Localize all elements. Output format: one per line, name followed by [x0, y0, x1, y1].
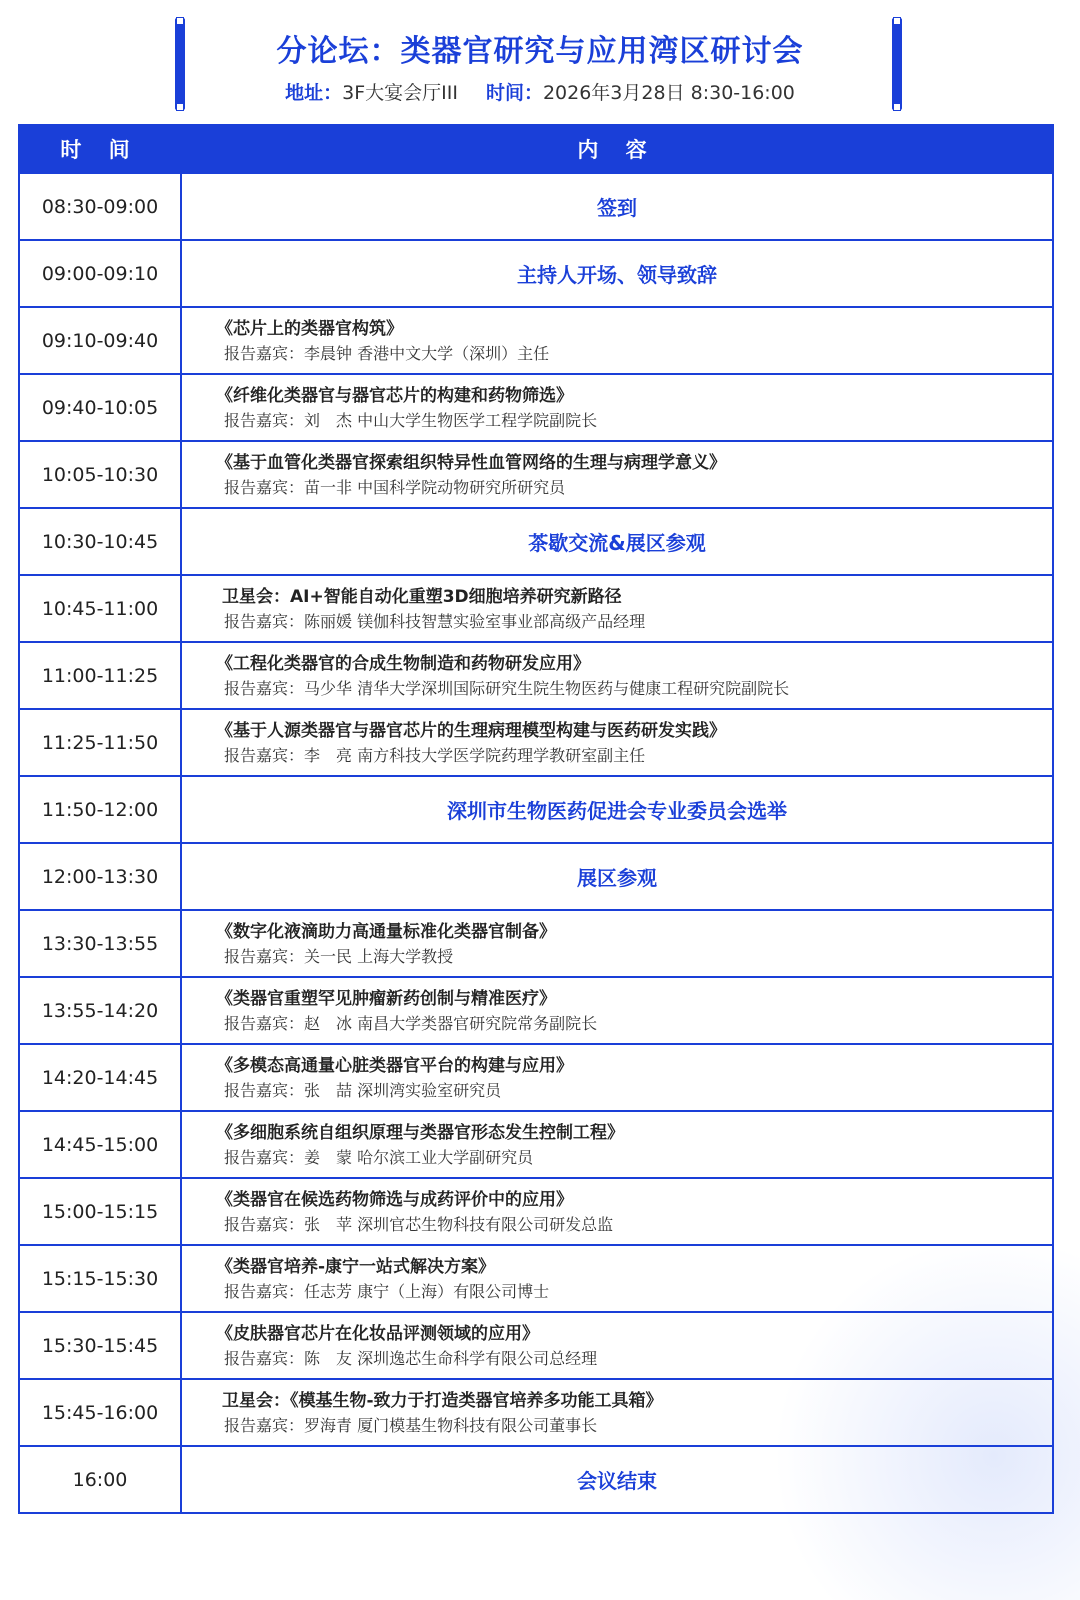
speaker-info: 报告嘉宾：陈丽媛 镁伽科技智慧实验室事业部高级产品经理 — [224, 611, 646, 631]
table-row — [19, 709, 1053, 776]
speaker-info: 报告嘉宾：张 苹 深圳官芯生物科技有限公司研发总监 — [224, 1214, 614, 1234]
content-cell — [181, 1111, 1053, 1178]
table-row — [19, 441, 1053, 508]
column-header-time: 时 间 — [19, 125, 181, 173]
time-cell: 08:30-09:00 — [19, 173, 181, 240]
talk-title: 《类器官在候选药物筛选与成药评价中的应用》 — [216, 1189, 573, 1210]
talk-title: 卫星会：AI+智能自动化重塑3D细胞培养研究新路径 — [222, 586, 622, 607]
content-cell — [181, 1044, 1053, 1111]
content-cell — [181, 374, 1053, 441]
talk-title: 《类器官重塑罕见肿瘤新药创制与精准医疗》 — [216, 988, 556, 1009]
content-cell — [181, 1379, 1053, 1446]
column-header-content: 内 容 — [181, 125, 1053, 173]
table-row — [19, 1379, 1053, 1446]
talk-title: 《数字化液滴助力高通量标准化类器官制备》 — [216, 921, 556, 942]
venue-line — [0, 78, 1080, 105]
time-cell: 11:50-12:00 — [19, 776, 181, 843]
content-cell — [181, 977, 1053, 1044]
time-cell: 09:10-09:40 — [19, 307, 181, 374]
content-cell — [181, 776, 1053, 843]
talk-title: 《工程化类器官的合成生物制造和药物研发应用》 — [216, 653, 590, 674]
content-cell — [181, 307, 1053, 374]
page-title: 分论坛：类器官研究与应用湾区研讨会 — [276, 34, 804, 69]
time-cell: 14:20-14:45 — [19, 1044, 181, 1111]
speaker-info: 报告嘉宾：李晨钟 香港中文大学（深圳）主任 — [224, 343, 550, 363]
table-header-row — [19, 125, 1053, 173]
content-cell — [181, 1245, 1053, 1312]
content-cell — [181, 240, 1053, 307]
time-cell: 15:15-15:30 — [19, 1245, 181, 1312]
session-label: 茶歇交流&展区参观 — [528, 531, 706, 555]
address-label: 地址： — [285, 82, 343, 104]
content-cell — [181, 1446, 1053, 1513]
talk-title: 《基于人源类器官与器官芯片的生理病理模型构建与医药研发实践》 — [216, 720, 726, 741]
session-label: 签到 — [597, 196, 637, 220]
talk-title: 《多细胞系统自组织原理与类器官形态发生控制工程》 — [216, 1122, 624, 1143]
table-row — [19, 508, 1053, 575]
time-cell: 14:45-15:00 — [19, 1111, 181, 1178]
content-cell — [181, 843, 1053, 910]
speaker-info: 报告嘉宾：罗海青 厦门模基生物科技有限公司董事长 — [224, 1415, 598, 1435]
time-cell: 10:30-10:45 — [19, 508, 181, 575]
time-value: 2026年3月28日 8:30-16:00 — [542, 82, 795, 104]
content-cell — [181, 508, 1053, 575]
table-row — [19, 1044, 1053, 1111]
time-cell: 13:30-13:55 — [19, 910, 181, 977]
talk-title: 卫星会：《模基生物-致力于打造类器官培养多功能工具箱》 — [222, 1390, 663, 1411]
table-row — [19, 307, 1053, 374]
talk-title: 《多模态高通量心脏类器官平台的构建与应用》 — [216, 1055, 573, 1076]
time-label: 时间： — [485, 82, 543, 104]
table-row — [19, 1312, 1053, 1379]
table-row — [19, 910, 1053, 977]
time-cell: 16:00 — [19, 1446, 181, 1513]
table-row — [19, 374, 1053, 441]
talk-title: 《芯片上的类器官构筑》 — [216, 318, 403, 339]
speaker-info: 报告嘉宾：陈 友 深圳逸芯生命科学有限公司总经理 — [224, 1348, 598, 1368]
time-cell: 12:00-13:30 — [19, 843, 181, 910]
session-label: 展区参观 — [577, 866, 657, 890]
time-cell: 13:55-14:20 — [19, 977, 181, 1044]
talk-title: 《纤维化类器官与器官芯片的构建和药物筛选》 — [216, 385, 573, 406]
speaker-info: 报告嘉宾：张 喆 深圳湾实验室研究员 — [224, 1080, 502, 1100]
content-cell — [181, 1178, 1053, 1245]
speaker-info: 报告嘉宾：李 亮 南方科技大学医学院药理学教研室副主任 — [224, 745, 646, 765]
time-cell: 15:30-15:45 — [19, 1312, 181, 1379]
session-label: 深圳市生物医药促进会专业委员会选举 — [447, 799, 787, 823]
content-cell — [181, 1312, 1053, 1379]
time-cell: 11:00-11:25 — [19, 642, 181, 709]
content-cell — [181, 709, 1053, 776]
table-row — [19, 1446, 1053, 1513]
content-cell — [181, 642, 1053, 709]
session-label: 会议结束 — [577, 1469, 657, 1493]
table-row — [19, 173, 1053, 240]
talk-title: 《类器官培养-康宁一站式解决方案》 — [216, 1256, 496, 1277]
content-cell — [181, 441, 1053, 508]
content-cell — [181, 575, 1053, 642]
session-label: 主持人开场、领导致辞 — [517, 263, 717, 287]
table-row — [19, 642, 1053, 709]
talk-title: 《皮肤器官芯片在化妆品评测领域的应用》 — [216, 1323, 539, 1344]
speaker-info: 报告嘉宾：苗一非 中国科学院动物研究所研究员 — [224, 477, 566, 497]
talk-title: 《基于血管化类器官探索组织特异性血管网络的生理与病理学意义》 — [216, 452, 726, 473]
time-cell: 10:05-10:30 — [19, 441, 181, 508]
address-value: 3F大宴会厅III — [342, 82, 458, 104]
time-cell: 09:40-10:05 — [19, 374, 181, 441]
content-cell — [181, 910, 1053, 977]
table-row — [19, 1111, 1053, 1178]
table-row — [19, 1178, 1053, 1245]
speaker-info: 报告嘉宾：姜 蒙 哈尔滨工业大学副研究员 — [224, 1147, 534, 1167]
speaker-info: 报告嘉宾：关一民 上海大学教授 — [224, 946, 454, 966]
table-row — [19, 1245, 1053, 1312]
speaker-info: 报告嘉宾：刘 杰 中山大学生物医学工程学院副院长 — [224, 410, 598, 430]
time-cell: 09:00-09:10 — [19, 240, 181, 307]
time-cell: 15:00-15:15 — [19, 1178, 181, 1245]
time-cell: 11:25-11:50 — [19, 709, 181, 776]
time-cell: 10:45-11:00 — [19, 575, 181, 642]
table-row — [19, 977, 1053, 1044]
time-cell: 15:45-16:00 — [19, 1379, 181, 1446]
content-cell — [181, 173, 1053, 240]
schedule-table — [18, 124, 1054, 1514]
table-row — [19, 240, 1053, 307]
speaker-info: 报告嘉宾：任志芳 康宁（上海）有限公司博士 — [224, 1281, 550, 1301]
page-header — [0, 0, 1080, 122]
speaker-info: 报告嘉宾：赵 冰 南昌大学类器官研究院常务副院长 — [224, 1013, 598, 1033]
table-row — [19, 776, 1053, 843]
table-row — [19, 575, 1053, 642]
speaker-info: 报告嘉宾：马少华 清华大学深圳国际研究生院生物医药与健康工程研究院副院长 — [224, 678, 790, 698]
table-row — [19, 843, 1053, 910]
